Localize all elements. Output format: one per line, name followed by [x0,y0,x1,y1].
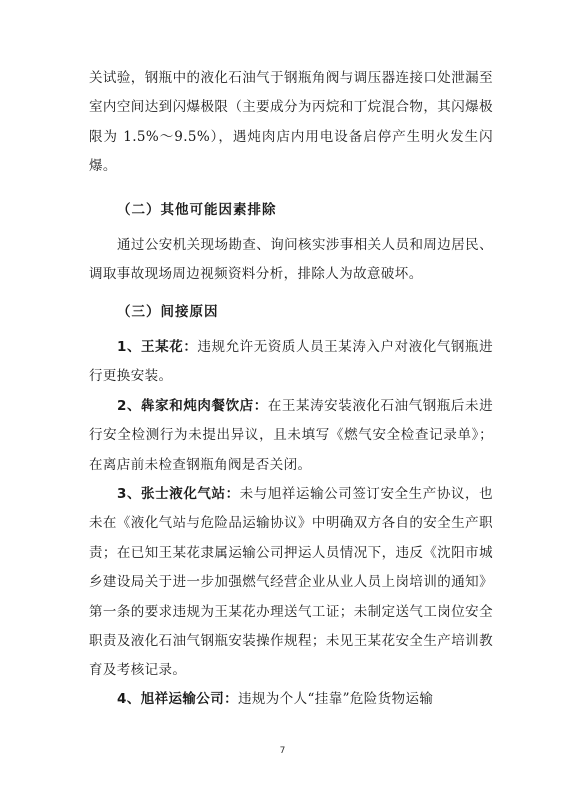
page-number: 7 [279,746,286,756]
paragraph-other-factors: 通过公安机关现场勘查、询问核实涉事相关人员和周边居民、调取事故现场周边视频资料分析，排除人为故意破坏。 [89,237,493,283]
paragraph-explosion-cause: 关试验，钢瓶中的液化石油气于钢瓶角阀与调压器连接口处泄漏至室内空间达到闪爆极限（主要成分为丙烷和丁烷混合物，其闪爆极限为 1.5%～9.5%），遇炖肉店内用电设备启停产生明火发生闪爆。 [89,70,493,175]
section-heading-indirect-causes: （三）间接原因 [117,304,219,320]
list-item-transport-company [89,685,493,714]
item-lead: 4、旭祥运输公司： [117,691,238,707]
list-item-restaurant [89,392,493,480]
item-text: 在王某涛安装液化石油气钢瓶后未进行安全检测行为未提出异议，且未填写《燃气安全检查记录单》；在离店前未检查钢瓶角阀是否关闭。 [89,398,493,473]
section-heading-other-factors: （二）其他可能因素排除 [117,202,277,218]
item-lead: 1、王某花： [117,339,198,355]
list-item-wang-mouhua [89,333,493,392]
item-text: 违规为个人“挂靠”危险货物运输 [238,691,434,707]
item-text: 违规允许无资质人员王某涛入户对液化气钢瓶进行更换安装。 [89,339,493,385]
item-lead: 3、张士液化气站： [117,486,240,502]
item-text: 未与旭祥运输公司签订安全生产协议，也未在《液化气站与危险品运输协议》中明确双方各自的安全生产职责；在已知王某花隶属运输公司押运人员情况下，违反《沈阳市城乡建设局关于进一步加强燃气经营企业从业人员上岗培训的通知》第一条的要求违规为王某花办理送气工证；未制定送气工岗位安全职责及液化石油气钢瓶安装操作规程；未见王某花安全生产培训教育及考核记录。 [89,486,493,679]
list-item-gas-station [89,480,493,686]
item-lead: 2、犇家和炖肉餐饮店： [117,398,268,414]
